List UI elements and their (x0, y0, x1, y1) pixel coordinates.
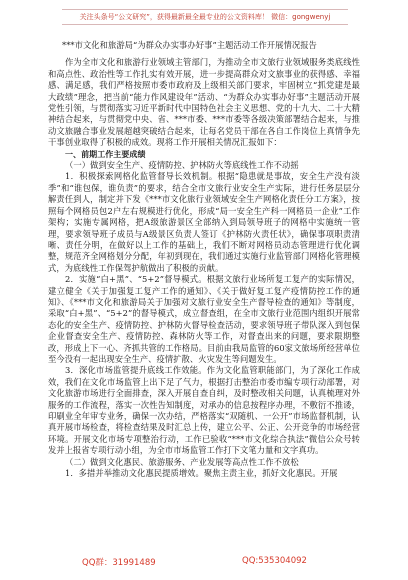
page-footer (0, 552, 408, 574)
intro-paragraph: 作为全市文化和旅游行业领域主管部门，为推动全市文旅行业领域服务类底线性和高点性、政治性等工作扎实有效开展，进一步提高群众对文旅事业的获得感、幸福感、满足感，我们严格按照市委市政府及上级相关部门要求，牢固树立“抓党建是最大政绩”理念，把当前“能力作风建设年”活动、“为群众办实事办好事”主题活动开展党性引领，与贯彻落实习近平新时代中国特色社会主义思想、党的十九大、二十大精神结合起来，与贯彻党中央、省、***市委、***市委等各级决策部署结合起来，与推动文旅融合事业发展超越突破结合起来，让每名党员干部在各自工作岗位上真情争先干事创业取得了积极的成效。现将工作开展相关情况汇报如下： (48, 57, 360, 148)
subsection-heading-1: （一）做到安全生产、疫情防控、护林防火等底线性工作不动摇 (65, 160, 299, 171)
top-banner (62, 9, 348, 25)
document-title: ***市文化和旅游局“为群众办实事办好事”主题活动工作开展情况报告 (62, 40, 317, 50)
paragraph-2: 2．实施“白+黑”、“5+2”督导模式。根据文旅行业场所复工复产的实际情况，建立健全《关于加强复工复产工作的通知》、《关于做好复工复产疫情防控工作的通知》、《***市文化和旅游局关于加强对文旅行业安全生产督导检查的通知》等制度，采取“白+黑”、“5+2”的督导模式，成立督查组，在全市文旅行业范围内组织开展常态化的安全生产、疫情防控、护林防火督导检查活动，要求领导班子带队深入到包保企业督查安全生产、疫情防控、森林防火等工作，对督查出来的问题，要求限期整改，形成上下一心、齐抓共管的工作格局。目前由我局监管的60家文旅场所经营单位至今没有一起出现安全生产、疫情扩散、火灾发生等问题发生。 (48, 274, 360, 364)
paragraph-4: 1．多措并举推动文化惠民提质增效。聚焦主责主业，抓好文化惠民。开展 (65, 468, 338, 479)
qq-group-link[interactable]: QQ群：31991489 (82, 558, 156, 568)
banner-text: 关注头条号“公文研究”，获得最新最全最专业的公文资料库！ 微信：gongwenyj (79, 13, 331, 21)
document-body (48, 40, 360, 545)
subsection-heading-2: （二）做到文化惠民、旅游服务、产业发展等高点性工作不放松 (65, 456, 299, 467)
section-heading-1: 一、前期工作主要成绩 (65, 149, 146, 159)
qq-contact-link[interactable]: QQ:535304092 (242, 556, 307, 566)
paragraph-1: 1．积极探索网格化监管督导长效机制。根据“隐患就是事故，安全生产没有淡季”和“谁包保，谁负责”的要求，结合全市文旅行业安全生产实际，进行任务层层分解责任到人，制定并下发《***市文化旅行业领域安全生产网格化责任分工方案》，按照每个网格员包2户左右规模进行优化，形成“局一安全生产科一网格员一企业”工作架构；实施专属网格，把A级旅游景区全部纳入到局领导班子的网格中实施统一管理，要求领导班子成员与A级景区负责人签订《护林防火责任状》，确保事项职责清晰、责任分明，在做好以上工作的基础上，我们不断对网格员动态管理进行优化调整，规范齐全网格划分分配，年初到现在，我们通过实施行业监管部门网格化管理模式，为底线性工作保驾护航做出了积极的贡献。 (48, 171, 360, 273)
paragraph-3: 3．深化市场监管提升底线工作效能。作为文化监管职能部门，为了深化工作成效，我们在文化市场监管上出下足了气力，根据打击整治市委市编专项行动部署，对文化旅游市场进行全面排查，深入开展自查自纠，及时整改相关问题，认真梳理对外服务的工作流程，落实一次性告知制度，对承办的信息按程序办理，不敷衍不推诿，印刷业全年审专业务，确保一次办结，严格落实“双随机、一公开”市场监督机制，认真开展市场检查，将检查结果及时汇总上传，建立公平、公正、公开竞争的市场经营环境。开展文化市场专项整治行动，工作已验收“***市文化综合执法”微信公众号转发并上报省专项行动小组，为全市市场监管工作打下文笔力量和文字真功。 (48, 365, 360, 456)
